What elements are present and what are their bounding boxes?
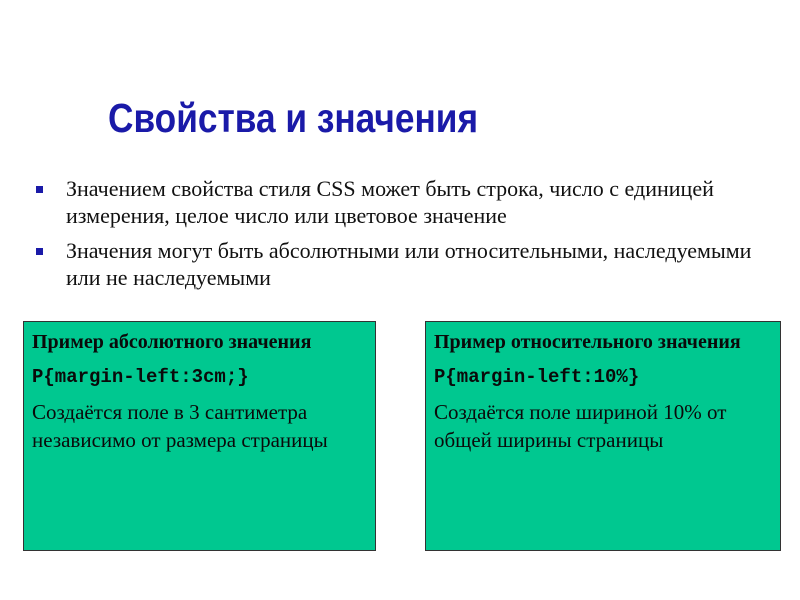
bullet-item: [32, 237, 772, 291]
bullet-item: [32, 175, 772, 229]
square-bullet-icon: [36, 186, 43, 193]
bullet-list: [32, 175, 772, 299]
square-bullet-icon: [36, 248, 43, 255]
absolute-example-box: [23, 321, 376, 551]
box-description: Создаётся поле в 3 сантиметра независимо от размера страницы: [32, 400, 328, 452]
bullet-text: Значения могут быть абсолютными или относительными, наследуемыми или не наследуемыми: [66, 238, 752, 290]
box-description: Создаётся поле шириной 10% от общей ширины страницы: [434, 400, 727, 452]
code-example: P{margin-left:10%}: [434, 366, 640, 388]
box-heading: Пример относительного значения: [434, 331, 741, 353]
slide-title: Свойства и значения: [108, 95, 479, 141]
code-example: P{margin-left:3cm;}: [32, 366, 249, 388]
box-heading: Пример абсолютного значения: [32, 331, 312, 353]
bullet-text: Значением свойства стиля CSS может быть строка, число с единицей измерения, целое число или цветовое значение: [66, 176, 714, 228]
relative-example-box: [425, 321, 781, 551]
